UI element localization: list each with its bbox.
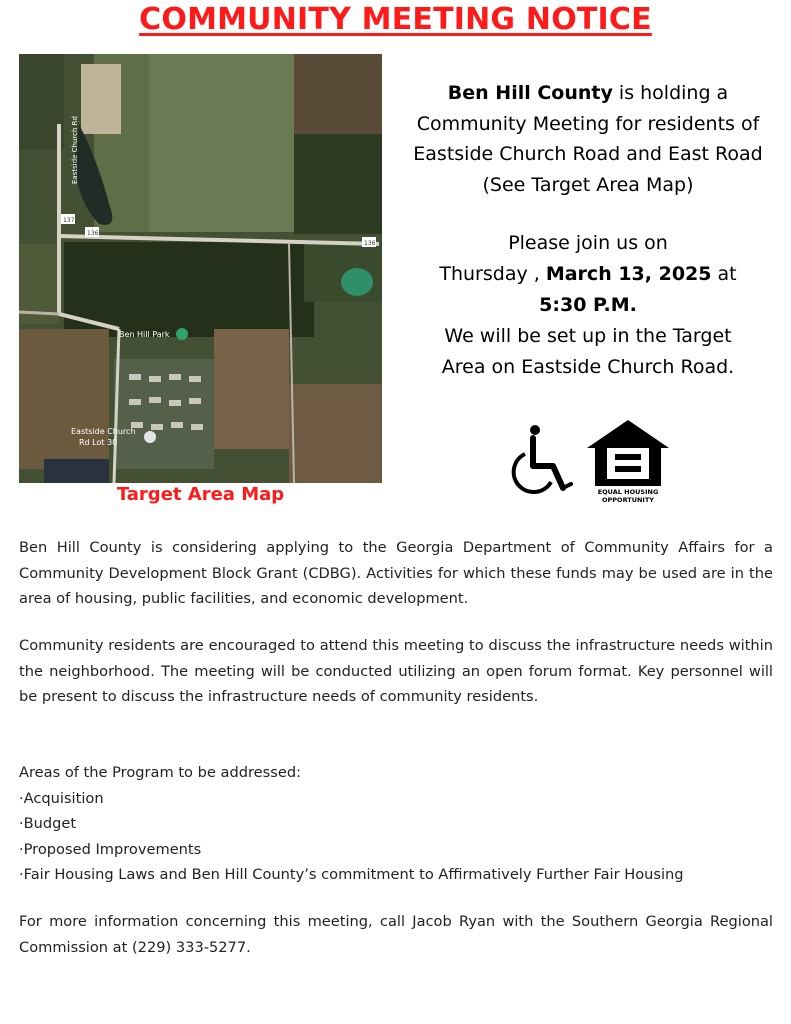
- meeting-time: 5:30 P.M.: [539, 294, 637, 316]
- program-area-item: ·Fair Housing Laws and Ben Hill County’s commitment to Affirmatively Further Fair Housing: [19, 866, 684, 883]
- equal-housing-text-1: EQUAL HOUSING: [597, 488, 659, 496]
- map-lot-label-1: Eastside Church: [71, 427, 136, 436]
- satellite-map-image: [19, 54, 382, 483]
- county-name: Ben Hill County: [447, 82, 613, 104]
- map-caption: Target Area Map: [116, 484, 285, 505]
- route-137-label: 137: [63, 217, 75, 224]
- join-weekday: Thursday ,: [439, 263, 546, 285]
- program-area-item: ·Budget: [19, 815, 77, 832]
- program-areas: [19, 760, 773, 888]
- paragraph-contact: For more information concerning this meeting, call Jacob Ryan with the Southern Georgia Regional Commission at (229) 333-5277.: [19, 913, 773, 956]
- intro-line4: (See Target Area Map): [482, 173, 694, 196]
- paragraph-grant: Ben Hill County is considering applying to the Georgia Department of Community Affairs for a Community Development Block Grant (CDBG). Activities for which these funds may be used are in the area of housing, public facilities, and economic development.: [19, 539, 773, 607]
- meeting-details: [392, 228, 784, 383]
- map-lot-label-2: Rd Lot 30: [79, 438, 118, 447]
- equal-housing-icon: [587, 420, 669, 504]
- join-line5: Area on Eastside Church Road.: [441, 356, 735, 378]
- equal-housing-text-2: OPPORTUNITY: [601, 496, 655, 504]
- join-at: at: [711, 263, 737, 285]
- intro-line1-rest: is holding a: [612, 82, 729, 104]
- intro-line3: Eastside Church Road and East Road: [413, 143, 763, 165]
- map-park-label: Ben Hill Park: [119, 330, 170, 339]
- intro-line2: Community Meeting for residents of: [416, 112, 760, 135]
- join-line4: We will be set up in the Target: [444, 325, 732, 347]
- meeting-intro: [392, 78, 784, 200]
- program-area-item: ·Proposed Improvements: [19, 840, 202, 858]
- program-areas-heading: Areas of the Program to be addressed:: [19, 764, 301, 781]
- wheelchair-icon: [507, 418, 581, 504]
- meeting-date: March 13, 2025: [545, 263, 712, 285]
- accessibility-logos: [507, 414, 673, 506]
- route-136-label: 136: [87, 230, 99, 237]
- route-136-east-label: 136: [364, 240, 376, 247]
- map-road-label: Eastside Church Rd: [71, 116, 79, 184]
- paragraph-residents: Community residents are encouraged to attend this meeting to discuss the infrastructure needs within the neighborhood. The meeting will be conducted utilizing an open forum format. Key personnel will be present to discuss the infrastructure needs of community residents.: [19, 637, 773, 705]
- target-area-map: [19, 54, 382, 483]
- notice-title: COMMUNITY MEETING NOTICE: [139, 2, 652, 37]
- program-area-item: ·Acquisition: [19, 789, 104, 807]
- join-line1: Please join us on: [508, 232, 668, 254]
